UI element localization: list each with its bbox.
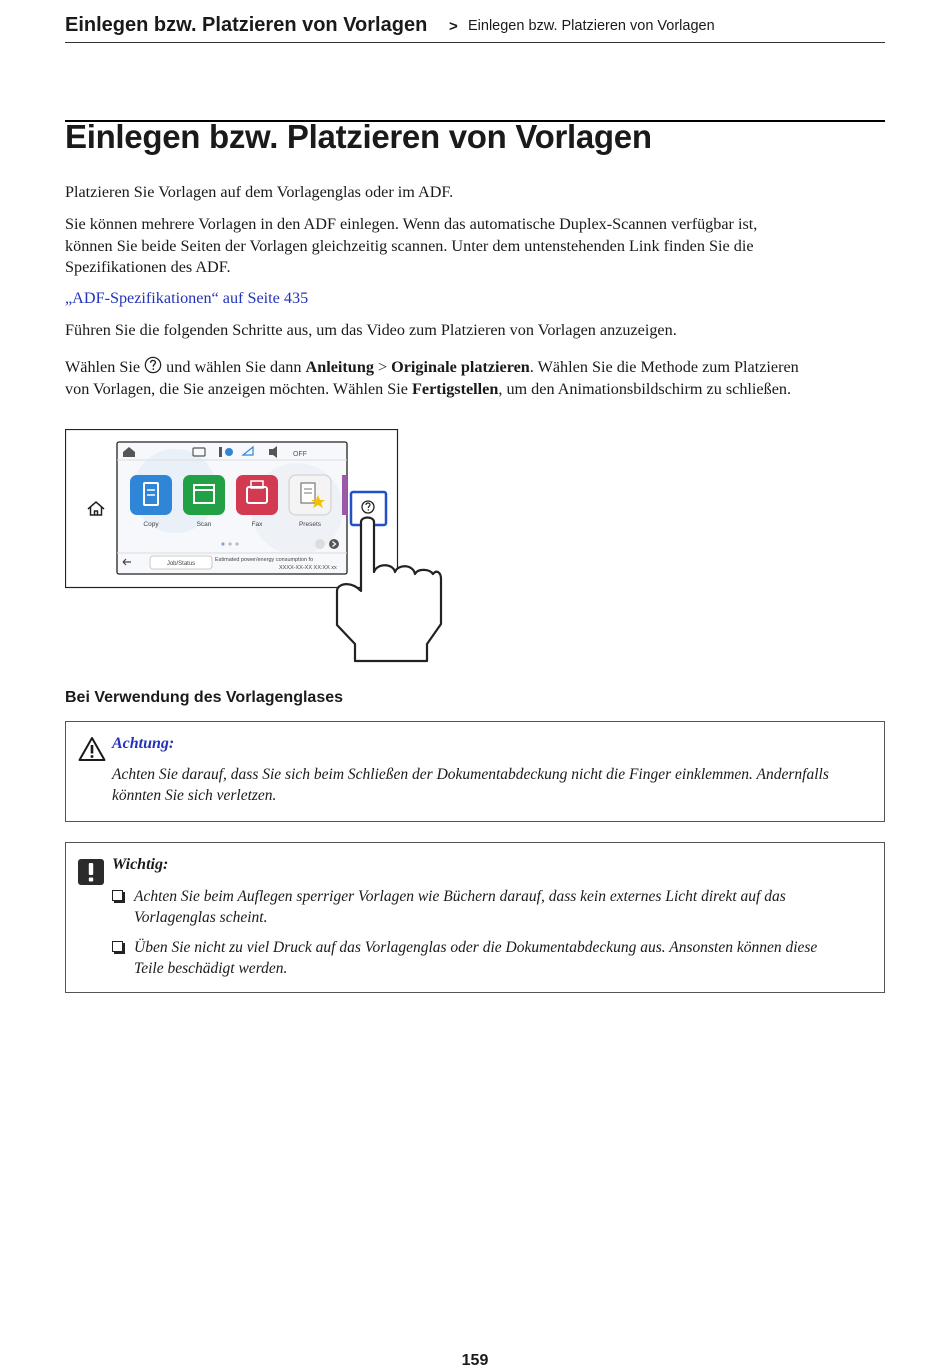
important-label: Wichtig:	[112, 856, 169, 873]
warning-triangle-icon	[78, 736, 106, 762]
paragraph-adf-line2: können Sie beide Seiten der Vorlagen gleichzeitig scannen. Unter dem untenstehenden Link finden Sie die	[65, 236, 754, 255]
paragraph-adf	[65, 214, 885, 279]
app-label-scan: Scan	[196, 521, 212, 528]
page-title: Einlegen bzw. Platzieren von Vorlagen	[65, 118, 652, 155]
important-item-line1: Achten Sie beim Auflegen sperriger Vorlagen wie Büchern darauf, dass kein externes Licht direkt auf das	[134, 888, 786, 905]
important-item-line1: Üben Sie nicht zu viel Druck auf das Vorlagenglas oder die Dokumentabdeckung aus. Ansonsten können diese	[134, 939, 818, 956]
app-label-presets: Presets	[298, 521, 322, 528]
steps-text-c: . Wählen Sie die Methode zum Platzieren	[529, 358, 799, 376]
caution-text	[112, 764, 872, 806]
steps-anleitung: Anleitung	[305, 358, 374, 376]
caution-label: Achtung:	[112, 735, 175, 752]
screen-next-icon	[329, 539, 339, 549]
steps-gt: >	[373, 358, 392, 376]
paragraph-intro	[65, 182, 885, 204]
important-box	[65, 842, 885, 993]
caution-line2: könnten Sie sich verletzen.	[112, 787, 277, 804]
checkbox-bullet-icon	[112, 890, 123, 901]
important-item-line2: Vorlagenglas scheint.	[134, 909, 268, 926]
steps-text-a: Wählen Sie	[65, 358, 141, 376]
energy-text: Estimated power/energy consumption fo	[215, 557, 314, 563]
important-item-text	[134, 886, 864, 928]
paragraph-intro-text: Platzieren Sie Vorlagen auf dem Vorlagenglas oder im ADF.	[65, 183, 454, 201]
paragraph-adf-line3: Spezifikationen des ADF.	[65, 258, 231, 276]
steps-fertig: Fertigstellen	[412, 379, 499, 398]
paragraph-video	[65, 320, 885, 342]
app-tile-partial	[342, 475, 347, 515]
steps-line2-a: von Vorlagen, die Sie anzeigen möchten. Wählen Sie	[65, 379, 413, 398]
app-label-fax: Fax	[251, 521, 263, 528]
breadcrumb-separator: >	[449, 18, 458, 35]
caution-box	[65, 721, 885, 822]
help-icon	[144, 356, 162, 374]
app-tile-scan	[183, 475, 225, 515]
job-status-label: Job/Status	[166, 561, 196, 567]
screen-help-icon	[315, 539, 325, 549]
steps-originale: Originale platzieren	[391, 358, 530, 376]
energy-value: XXXX-XX-XX XX:XX xx	[279, 565, 337, 571]
page-indicator	[221, 542, 238, 545]
app-tile-fax	[236, 475, 278, 515]
page-number: 159	[461, 1352, 489, 1369]
paragraph-steps	[65, 356, 885, 400]
app-tile-copy	[130, 475, 172, 515]
steps-line2-b: , um den Animationsbildschirm zu schließen.	[498, 379, 792, 398]
steps-text-b: und wählen Sie dann	[162, 358, 306, 376]
important-item-text	[134, 937, 864, 979]
app-label-copy: Copy	[143, 521, 159, 528]
adf-spec-link[interactable]: „ADF-Spezifikationen“ auf Seite 435	[65, 289, 309, 307]
header-chapter: Einlegen bzw. Platzieren von Vorlagen	[65, 14, 428, 36]
section-subheading: Bei Verwendung des Vorlagenglases	[65, 689, 344, 706]
paragraph-link	[65, 288, 885, 310]
control-panel-illustration	[65, 429, 455, 664]
header-section: Einlegen bzw. Platzieren von Vorlagen	[468, 18, 715, 34]
important-item-line2: Teile beschädigt werden.	[134, 960, 288, 977]
checkbox-bullet-icon	[112, 941, 123, 952]
exclamation-icon	[78, 859, 104, 885]
app-tile-presets	[289, 475, 331, 515]
caution-line1: Achten Sie darauf, dass Sie sich beim Schließen der Dokumentabdeckung nicht die Finger einklemmen. Andernfalls	[112, 766, 829, 783]
running-header	[65, 12, 885, 43]
svg-text:OFF: OFF	[293, 451, 307, 458]
paragraph-adf-line1: Sie können mehrere Vorlagen in den ADF einlegen. Wenn das automatische Duplex-Scannen verfügbar ist,	[65, 215, 758, 233]
paragraph-video-text: Führen Sie die folgenden Schritte aus, um das Video zum Platzieren von Vorlagen anzuzeigen.	[65, 321, 677, 339]
